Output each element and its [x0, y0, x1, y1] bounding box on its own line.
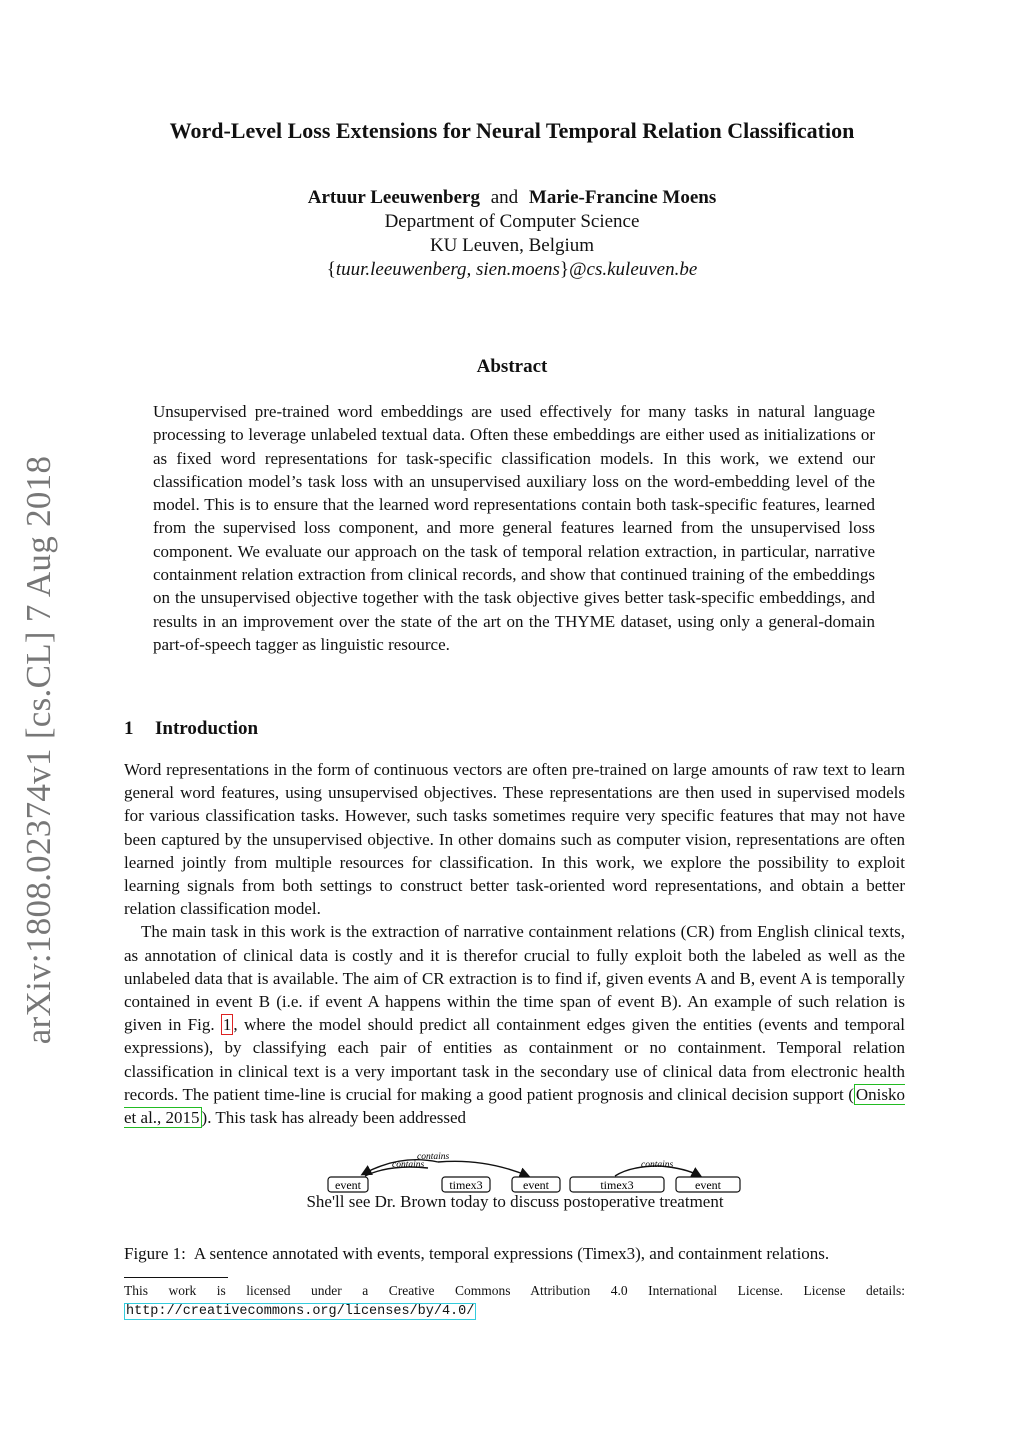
footnote-text: This work is licensed under a Creative Commons Attribution 4.0 International License. License details: — [124, 1283, 905, 1298]
email-names: tuur.leeuwenberg, sien.moens — [335, 259, 560, 280]
section-number: 1 — [124, 718, 134, 739]
footnote-divider — [124, 1277, 228, 1278]
intro-paragraph-2 — [124, 920, 905, 1129]
author-email — [0, 258, 1024, 282]
figure-1-diagram — [280, 1150, 750, 1194]
edge-label-3: contains — [641, 1160, 674, 1170]
contains-edge-outer-2 — [438, 1161, 528, 1176]
department: Department of Computer Science — [384, 211, 640, 232]
intro-paragraph-2-part-a: The main task in this work is the extraction of narrative containment relations (CR) from English clinical texts, as annotation of clinical data is costly and it is therefor crucial to fully exploit both the labeled as well as the unlabeled data that is available. The aim of CR extraction is to find if, given events A and B, event A is temporally contained in event B (i.e. if event A happens within the time span of event B). An example of such relation is given in Fig. — [124, 922, 905, 1035]
institution: KU Leuven, Belgium — [429, 235, 595, 256]
email-brace-open: { — [326, 259, 336, 280]
edge-label-1: contains — [417, 1152, 450, 1162]
paper-title: Word-Level Loss Extensions for Neural Temporal Relation Classification — [169, 118, 855, 143]
intro-paragraph-1: Word representations in the form of continuous vectors are often pre-trained on large amounts of raw text to learn general word features, using unsupervised objectives. These representations are then used in supervised models for various classification tasks. However, such tasks sometimes require very specific features that may not have been captured by the unsupervised objective. In other domains such as computer vision, representations are often learned jointly from multiple resources for classification. In this work, we explore the possibility to exploit learning signals from both settings to construct better task-oriented word representations, and obtain a better relation classification model. — [124, 760, 905, 919]
author-2: Marie-Francine Moens — [528, 187, 717, 208]
intro-paragraph-2-part-b: , where the model should predict all containment edges given the entities (events and temporal expressions), by classifying each pair of entities as containment or no containment. Temporal relation classification in clinical text is a very important task in the secondary use of clinical data from electronic health records. The patient time-line is crucial for making a good patient prognosis and clinical decision support ( — [124, 1015, 905, 1104]
entity-label-4: timex3 — [600, 1178, 634, 1192]
author-names — [0, 186, 1024, 210]
license-footnote — [124, 1281, 905, 1321]
figure-1 — [280, 1150, 750, 1216]
intro-paragraph-2-part-c: ). This task has already been addressed — [201, 1108, 467, 1128]
figure-caption — [124, 1244, 905, 1264]
figure-caption-label: Figure 1: — [124, 1244, 186, 1263]
email-domain: @cs.kuleuven.be — [569, 259, 698, 280]
figure-sentence: She'll see Dr. Brown today to discuss postoperative treatment — [306, 1192, 724, 1211]
license-url-link[interactable]: http://creativecommons.org/licenses/by/4.0/ — [126, 1304, 475, 1319]
citation-link[interactable]: Onisko et al., 2015 — [124, 1084, 905, 1128]
author-block — [0, 186, 1024, 282]
author-1: Artuur Leeuwenberg — [307, 187, 480, 208]
edge-label-2: contains — [392, 1160, 425, 1170]
arxiv-stamp-text: arXiv:1808.02374v1 [cs.CL] 7 Aug 2018 — [19, 455, 58, 1045]
arxiv-stamp — [14, 455, 64, 1045]
section-title: Introduction — [155, 718, 259, 739]
entity-label-2: timex3 — [449, 1178, 483, 1192]
entity-label-3: event — [523, 1178, 549, 1192]
abstract-heading: Abstract — [476, 356, 548, 377]
figure-caption-text: A sentence annotated with events, temporal expressions (Timex3), and containment relations. — [193, 1244, 830, 1263]
figure-reference-link[interactable]: 1 — [222, 1015, 232, 1035]
introduction-body — [124, 758, 905, 1129]
abstract-text: Unsupervised pre-trained word embeddings are used effectively for many tasks in natural language processing to leverage unlabeled textual data. Often these embeddings are either used as initializations or as fixed word representations for task-specific classification models. In this work, we extend our classification model’s task loss with an unsupervised auxiliary loss on the word-embedding level of the model. This is to ensure that the learned word representations contain both task-specific features, learned from the supervised loss component, and more general features learned from the unsupervised loss component. We evaluate our approach on the task of temporal relation extraction, in particular, narrative containment relation extraction from clinical records, and show that continued training of the embeddings on the unsupervised objective together with the task objective gives better task-specific embeddings, and results in an improvement over the state of the art on the THYME dataset, using only a general-domain part-of-speech tagger as linguistic resource. — [153, 402, 875, 654]
section-heading — [124, 718, 258, 740]
author-connector: and — [490, 187, 519, 208]
entity-label-5: event — [695, 1178, 721, 1192]
entity-label-1: event — [335, 1178, 361, 1192]
email-brace-close: } — [559, 259, 570, 280]
